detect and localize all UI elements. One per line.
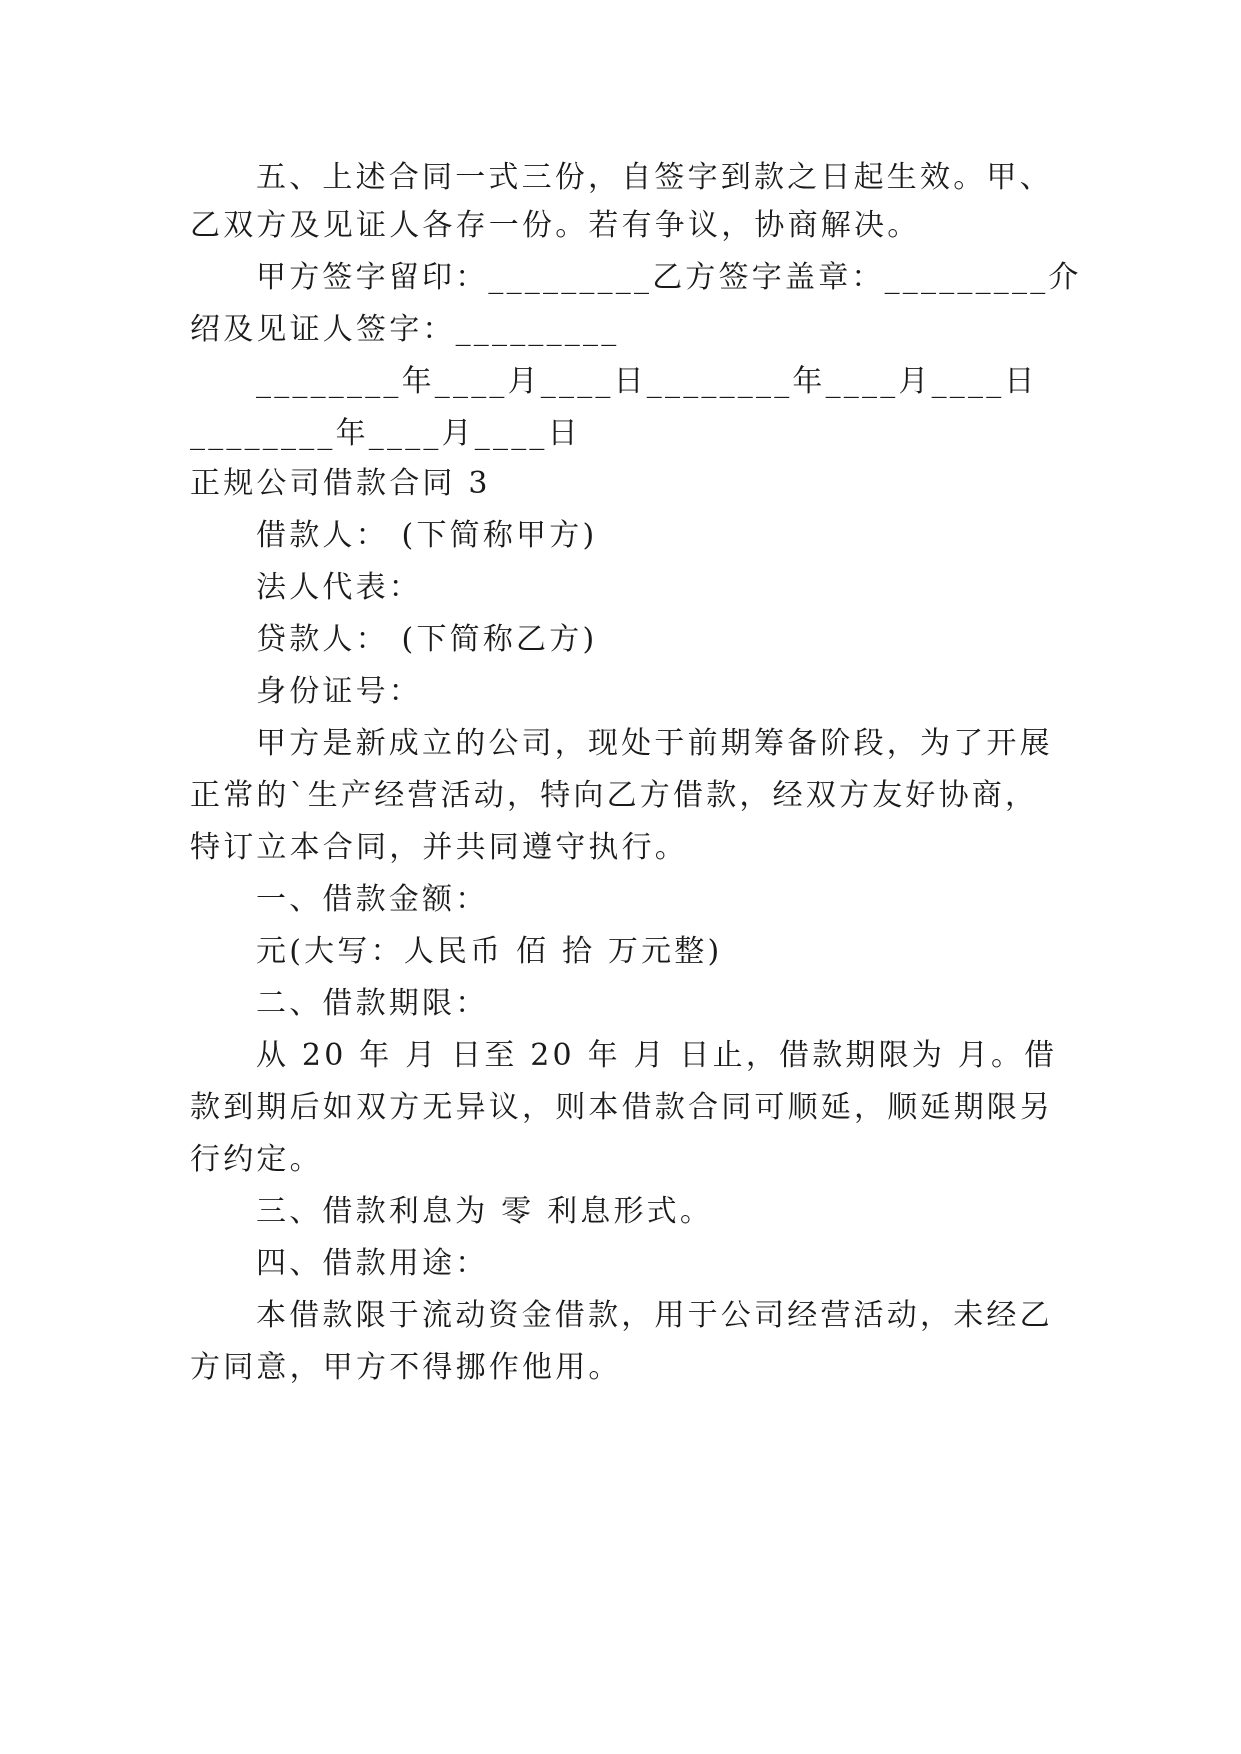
document-line: 正常的`生产经营活动，特向乙方借款，经双方友好协商， bbox=[190, 778, 1039, 813]
document-line: 元(大写：人民币 佰 拾 万元整) bbox=[256, 934, 723, 969]
document-line: 三、借款利息为 零 利息形式。 bbox=[256, 1194, 714, 1229]
document-line: 二、借款期限： bbox=[256, 986, 489, 1021]
document-line: 法人代表： bbox=[256, 570, 422, 605]
document-line: 从 20 年 月 日至 20 年 月 日止，借款期限为 月。借 bbox=[256, 1038, 1058, 1073]
document-line: 款到期后如双方无异议，则本借款合同可顺延，顺延期限另 bbox=[190, 1090, 1054, 1125]
document-line: 特订立本合同，并共同遵守执行。 bbox=[190, 830, 688, 865]
document-line: ________年____月____日 bbox=[190, 416, 581, 451]
document-line: 身份证号： bbox=[256, 674, 422, 709]
document-line: ________年____月____日________年____月____日 bbox=[256, 364, 1038, 399]
document-line: 正规公司借款合同 3 bbox=[190, 466, 491, 501]
document-line: 借款人： (下简称甲方) bbox=[256, 518, 598, 553]
document-line: 甲方签字留印：_________乙方签字盖章：_________介 bbox=[256, 260, 1082, 295]
document-line: 本借款限于流动资金借款，用于公司经营活动，未经乙 bbox=[256, 1298, 1053, 1333]
document-line: 绍及见证人签字：_________ bbox=[190, 312, 620, 347]
document-line: 四、借款用途： bbox=[256, 1246, 489, 1281]
document-line: 甲方是新成立的公司，现处于前期筹备阶段，为了开展 bbox=[256, 726, 1053, 761]
document-line: 一、借款金额： bbox=[256, 882, 489, 917]
document-line: 乙双方及见证人各存一份。若有争议，协商解决。 bbox=[190, 208, 921, 243]
document-line: 贷款人： (下简称乙方) bbox=[256, 622, 598, 657]
document-line: 方同意，甲方不得挪作他用。 bbox=[190, 1350, 622, 1385]
document-line: 行约定。 bbox=[190, 1142, 323, 1177]
document-line: 五、上述合同一式三份，自签字到款之日起生效。甲、 bbox=[256, 160, 1053, 195]
